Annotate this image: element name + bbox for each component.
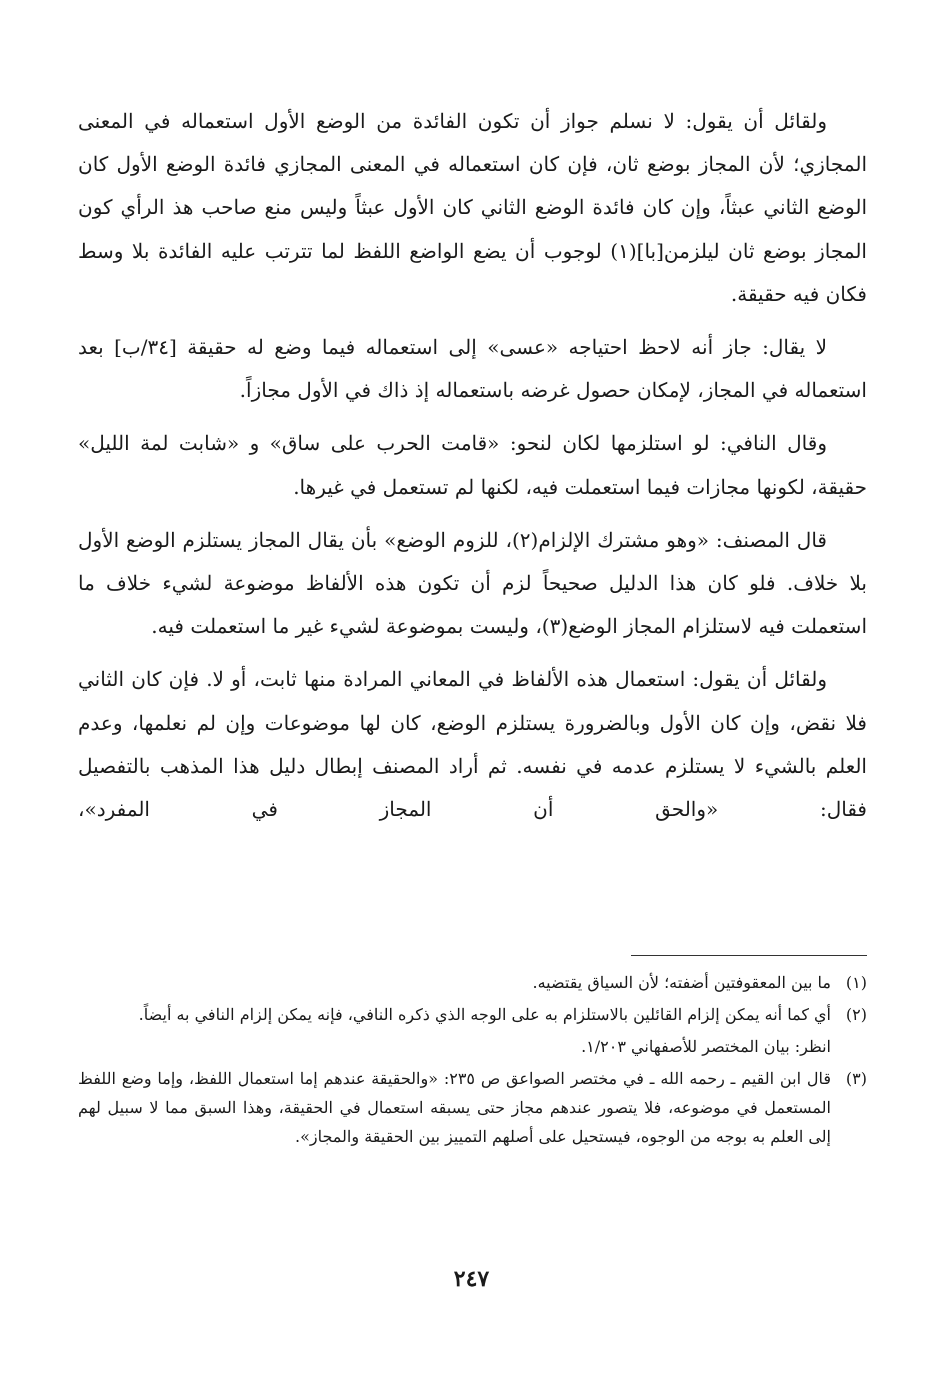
- footnote-text: أي كما أنه يمكن إلزام القائلين بالاستلزام به على الوجه الذي ذكره النافي، فإنه يمكن إلزام النافي به أيضاً.: [138, 1005, 831, 1024]
- footnote-2: [78, 1000, 867, 1029]
- footnotes: [78, 968, 867, 1154]
- footnote-divider: [631, 955, 867, 956]
- footnote-3: [78, 1064, 867, 1151]
- page-body: [78, 100, 867, 841]
- footnote-number: (٢): [845, 1005, 867, 1024]
- footnote-1: [78, 968, 867, 997]
- paragraph-1: ولقائل أن يقول: لا نسلم جواز أن تكون الفائدة من الوضع الأول استعماله في المعنى المجازي؛ لأن المجاز بوضع ثان، فإن كان استعماله في المعنى المجازي فائدة الوضع الأول كان الوضع الثاني عبثاً، وإن كان فائدة الوضع الثاني كان الأول عبثاً وليس منع صاحب هذ الرأي كون المجاز بوضع ثان ليلزمن[با](١) لوجوب أن يضع الواضع اللفظ لما تترتب عليه الفائدة بلا وسط فكان فيه حقيقة.: [78, 109, 867, 306]
- paragraph-2: لا يقال: جاز أنه لاحظ احتياجه «عسى» إلى استعماله فيما وضع له حقيقة [٣٤/ب] بعد استعماله في المجاز، لإمكان حصول غرضه باستعماله إذ ذاك في الأول مجازاً.: [78, 335, 867, 403]
- paragraph-3: وقال النافي: لو استلزمها لكان لنحو: «قامت الحرب على ساق» و «شابت لمة الليل» حقيقة، لكونها مجازات فيما استعملت فيه، لكنها لم تستعمل في غيرها.: [78, 431, 867, 499]
- footnote-text: ما بين المعقوفتين أضفته؛ لأن السياق يقتضيه.: [532, 973, 831, 992]
- footnote-number: (١): [845, 973, 867, 992]
- page-number: ٢٤٧: [453, 1266, 490, 1292]
- footnote-2-reference: انظر: بيان المختصر للأصفهاني ١/٢٠٣.: [581, 1037, 831, 1056]
- paragraph-4: قال المصنف: «وهو مشترك الإلزام(٢)، للزوم الوضع» بأن يقال المجاز يستلزم الوضع الأول بلا خلاف. فلو كان هذا الدليل صحيحاً لزم أن تكون هذه الألفاظ موضوعة لشيء خلاف ما استعملت فيه لاستلزام المجاز الوضع(٣)، وليست بموضوعة لشيء غير ما استعملت فيه.: [78, 527, 867, 639]
- footnote-text: قال ابن القيم ـ رحمه الله ـ في مختصر الصواعق ص ٢٣٥: «والحقيقة عندهم إما استعمال اللفظ، وإما وضع اللفظ المستعمل في موضوعه، فلا يتصور عندهم مجاز حتى يسبقه استعمال في الحقيقة، وهذا السبق مما لا سبيل لهم إلى العلم به بوجه من الوجوه، فيستحيل على أصلهم التمييز بين الحقيقة والمجاز».: [78, 1069, 832, 1146]
- footnote-number: (٣): [845, 1069, 867, 1088]
- paragraph-5: ولقائل أن يقول: استعمال هذه الألفاظ في المعاني المرادة منها ثابت، أو لا. فإن كان الثاني فلا نقض، وإن كان الأول وبالضرورة يستلزم الوضع، كان لها موضوعات وإن لم نعلمها، وعدم العلم بالشيء لا يستلزم عدمه في نفسه. ثم أراد المصنف إبطال دليل هذا المذهب بالتفصيل فقال: «والحق أن المجاز في المفرد»،: [78, 667, 867, 822]
- main-text: [78, 100, 867, 831]
